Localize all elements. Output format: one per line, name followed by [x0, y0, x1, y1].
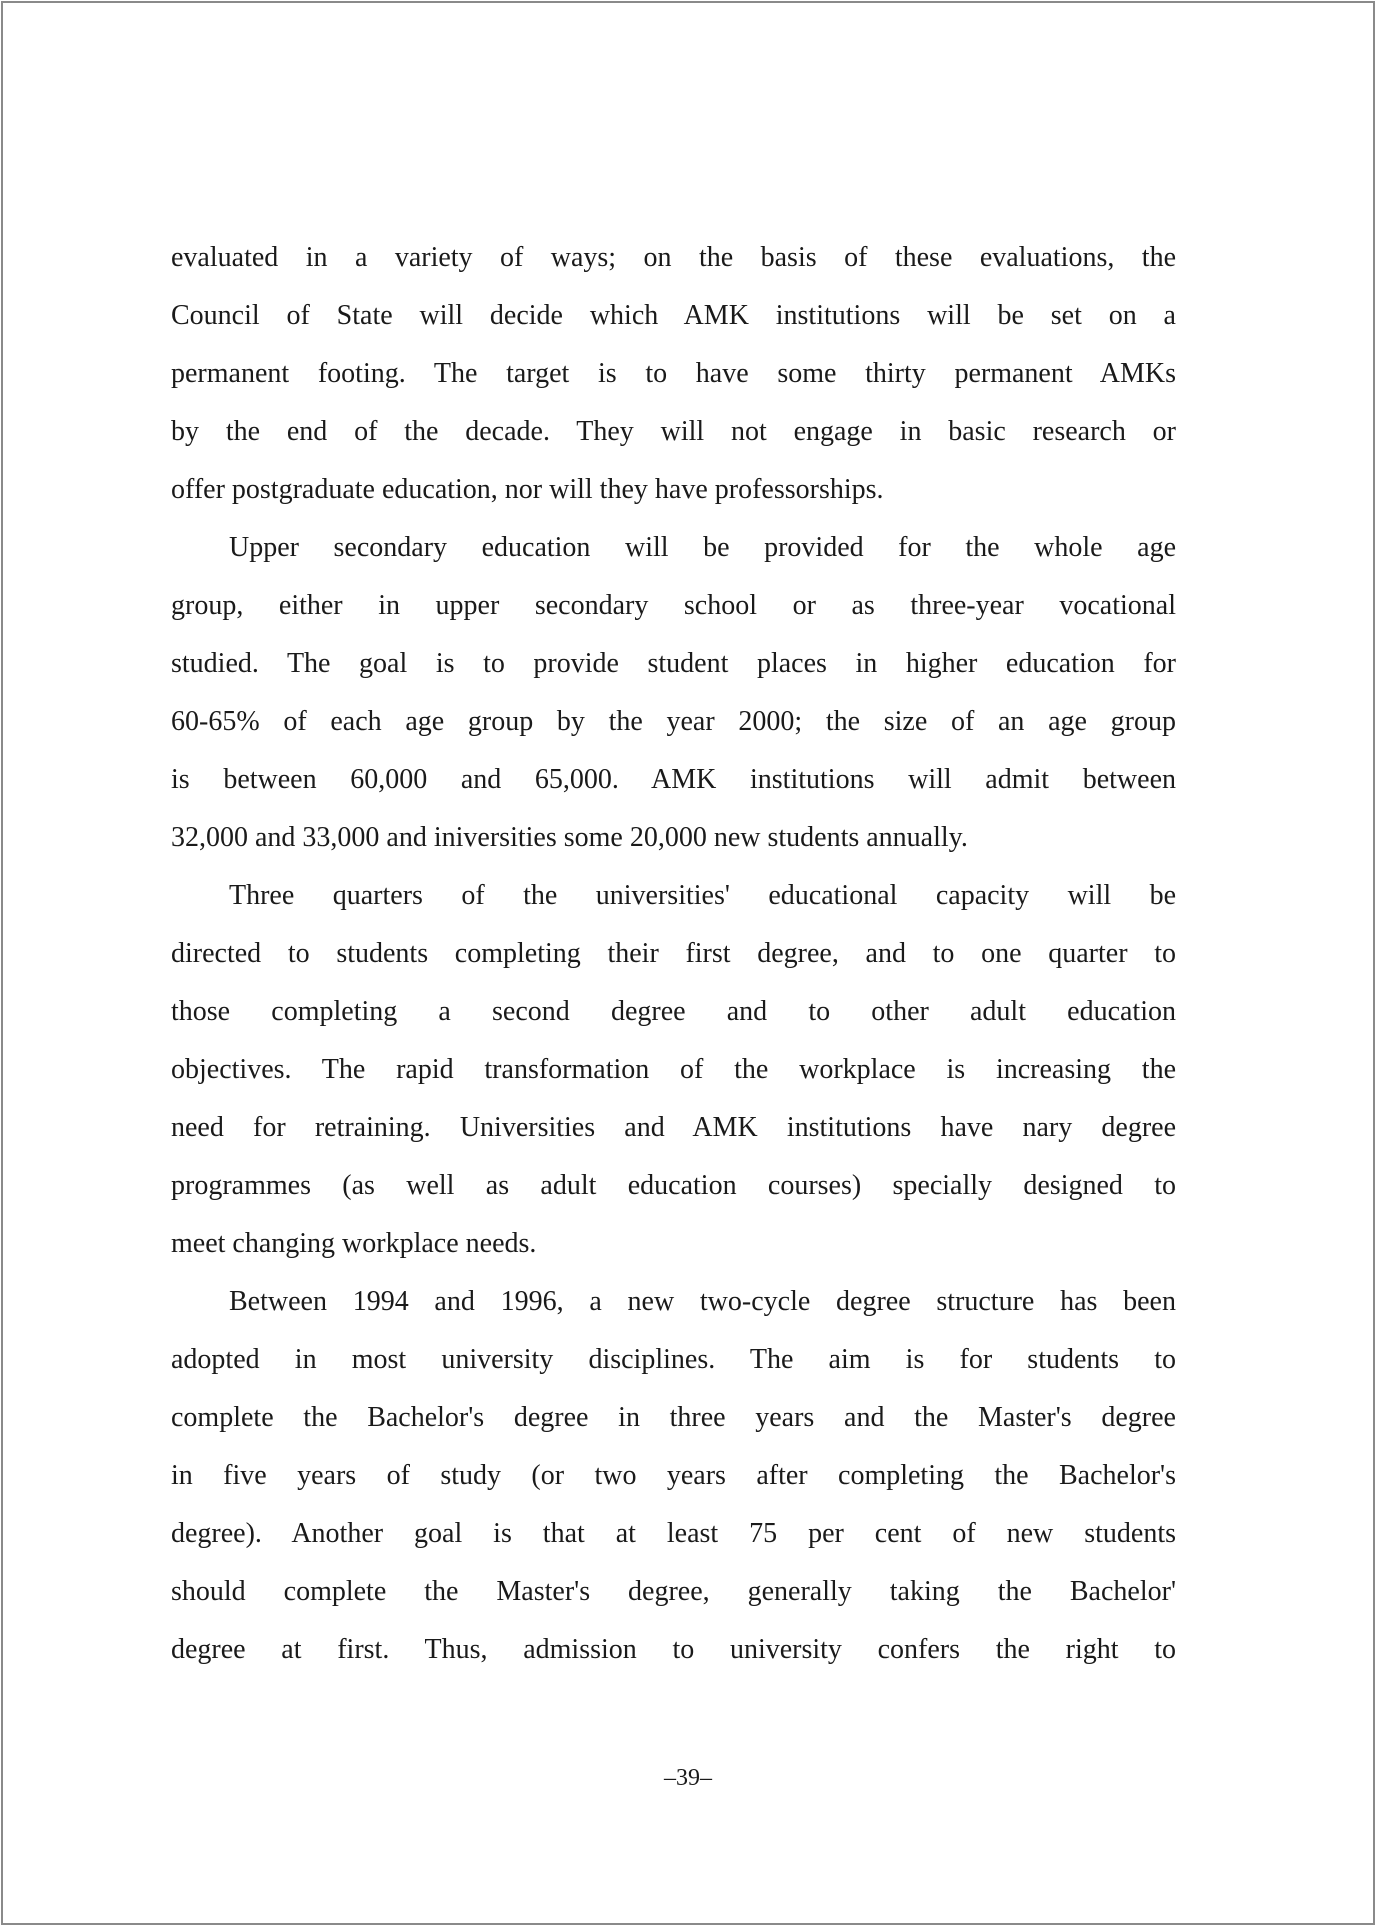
- text-line: 60-65% of each age group by the year 2000; the size of an age group: [171, 706, 1176, 737]
- text-line: studied. The goal is to provide student places in higher education for: [171, 648, 1176, 679]
- page-number: –39–: [664, 1765, 712, 1791]
- text-line: degree at first. Thus, admission to university confers the right to: [171, 1634, 1176, 1665]
- body-text: [171, 229, 1176, 1679]
- text-line: offer postgraduate education, nor will they have professorships.: [171, 474, 884, 505]
- text-line: permanent footing. The target is to have some thirty permanent AMKs: [171, 358, 1176, 389]
- paragraph: [171, 1273, 1176, 1679]
- text-line: those completing a second degree and to other adult education: [171, 996, 1176, 1027]
- text-line: adopted in most university disciplines. The aim is for students to: [171, 1344, 1176, 1375]
- text-line: need for retraining. Universities and AMK institutions have nary degree: [171, 1112, 1176, 1143]
- document-page: [1, 1, 1375, 1925]
- paragraph: [171, 519, 1176, 867]
- text-line: by the end of the decade. They will not engage in basic research or: [171, 416, 1176, 447]
- text-line: Upper secondary education will be provided for the whole age: [229, 532, 1176, 563]
- text-line: 32,000 and 33,000 and iniversities some 20,000 new students annually.: [171, 822, 968, 853]
- text-line: programmes (as well as adult education courses) specially designed to: [171, 1170, 1176, 1201]
- text-line: evaluated in a variety of ways; on the basis of these evaluations, the: [171, 242, 1176, 273]
- text-line: should complete the Master's degree, generally taking the Bachelor': [171, 1576, 1176, 1607]
- text-line: Council of State will decide which AMK institutions will be set on a: [171, 300, 1176, 331]
- text-line: directed to students completing their first degree, and to one quarter to: [171, 938, 1176, 969]
- text-line: Three quarters of the universities' educational capacity will be: [229, 880, 1176, 911]
- paragraph: [171, 229, 1176, 519]
- text-line: in five years of study (or two years after completing the Bachelor's: [171, 1460, 1176, 1491]
- text-line: is between 60,000 and 65,000. AMK institutions will admit between: [171, 764, 1176, 795]
- paragraph: [171, 867, 1176, 1273]
- text-line: objectives. The rapid transformation of the workplace is increasing the: [171, 1054, 1176, 1085]
- text-line: group, either in upper secondary school or as three-year vocational: [171, 590, 1176, 621]
- text-line: complete the Bachelor's degree in three years and the Master's degree: [171, 1402, 1176, 1433]
- text-line: Between 1994 and 1996, a new two-cycle degree structure has been: [229, 1286, 1176, 1317]
- text-line: degree). Another goal is that at least 75 per cent of new students: [171, 1518, 1176, 1549]
- text-line: meet changing workplace needs.: [171, 1228, 537, 1259]
